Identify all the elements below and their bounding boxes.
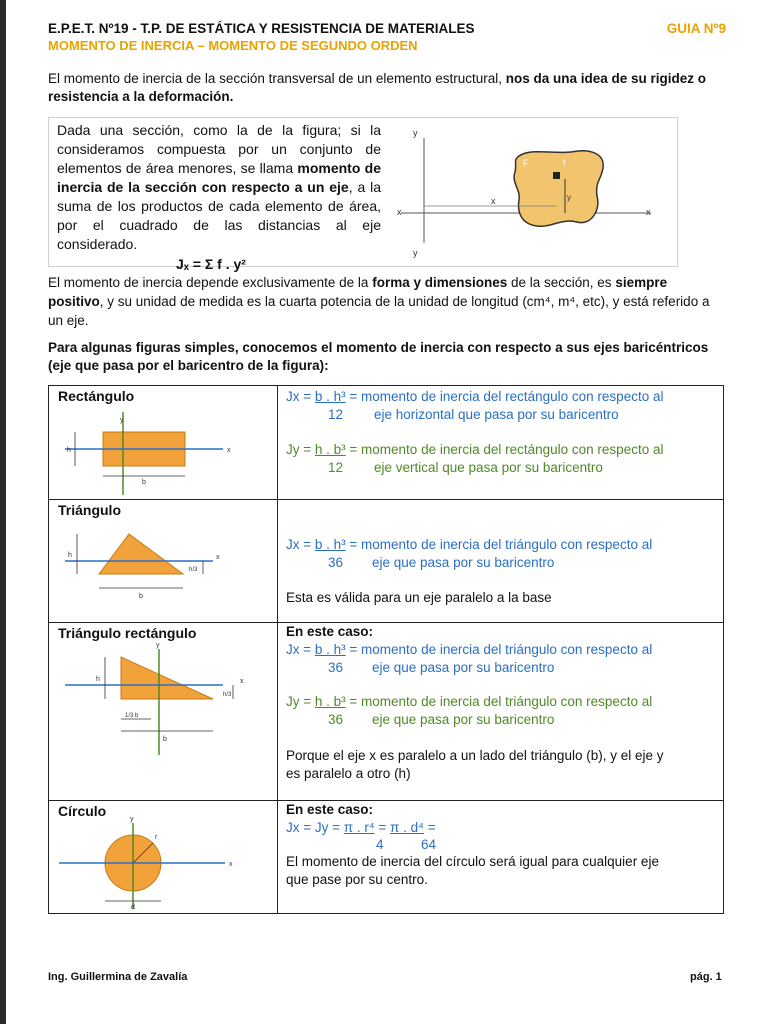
trirect-fig-h: h (96, 676, 100, 683)
table-row (49, 386, 724, 500)
rect-fig-y: y (120, 417, 124, 424)
rect-jx-rest2: eje horizontal que pasa por su baricentro (374, 407, 619, 422)
rect-jy-num: h . b³ (314, 442, 346, 457)
definition-text-b: , a la suma de los productos de cada elemento de área, por el cuadrado de las distancias al eje considerado. (57, 179, 381, 252)
simple-figures-paragraph: Para algunas figuras simples, conocemos el momento de inercia con respecto a sus ejes baricéntricos (eje que pasa por el baricentro de la figura): (48, 340, 709, 373)
trirect-note2: es paralelo a otro (h) (286, 766, 411, 781)
tri-jx-line (286, 536, 652, 554)
trirect-case: En este caso: (286, 624, 374, 639)
footer-author: Ing. Guillermina de Zavalía (48, 971, 188, 983)
tri-formulas (278, 500, 724, 623)
circle-num1: π . r⁴ (343, 820, 375, 835)
circle-j-line (286, 819, 436, 837)
subtitle: MOMENTO DE INERCIA – MOMENTO DE SEGUNDO ORDEN (48, 38, 418, 53)
circle-eq: = (374, 820, 391, 835)
circle-den2: 64 (421, 837, 437, 852)
trirect-jx-den: 36 (328, 660, 344, 675)
triangle-figure (63, 526, 253, 621)
rect-jx-num: b . h³ (314, 389, 346, 404)
fig-label-y-top: y (413, 128, 418, 138)
trirect-fig-h3: h/3 (223, 692, 232, 698)
school-title: E.P.E.T. Nº19 - T.P. DE ESTÁTICA Y RESISTENCIA DE MATERIALES (48, 21, 475, 36)
circle-fig-d: d (131, 904, 135, 911)
p2-a: El momento de inercia depende exclusivamente de la (48, 275, 373, 290)
rectangle-figure (63, 410, 253, 500)
rect-jy-rest2: eje vertical que pasa por su baricentro (374, 460, 603, 475)
circle-case: En este caso: (286, 802, 374, 817)
p2-b: forma y dimensiones (372, 275, 508, 290)
trirect-cell (49, 623, 278, 801)
p2-d: siempre positivo (48, 275, 668, 309)
fig-label-y-dist: y (567, 193, 571, 202)
intro-paragraph (48, 70, 718, 106)
inertia-table (48, 385, 724, 914)
trirect-jx-num: b . h³ (314, 642, 346, 657)
fig-label-f: f (563, 158, 566, 168)
rect-jx-lhs: Jx = (286, 389, 315, 404)
tri-cell (49, 500, 278, 623)
trirect-formulas (278, 623, 724, 801)
fig-label-F: F (523, 158, 529, 168)
guide-number: GUIA Nº9 (666, 21, 726, 36)
circle-den1: 4 (376, 837, 384, 852)
trirect-jy-line (286, 693, 652, 711)
trirect-jx-rest2: eje que pasa por su baricentro (372, 660, 555, 675)
trirect-jx-lhs: Jx = (286, 642, 315, 657)
definition-box (48, 117, 678, 272)
tri-fig-x: x (216, 554, 220, 561)
p2-c: de la sección, es (507, 275, 616, 290)
circle-fig-x: x (229, 861, 233, 868)
tri-fig-h3: h/3 (189, 567, 198, 573)
fig-label-x-left: x (397, 207, 402, 217)
rect-jx-den: 12 (328, 407, 344, 422)
fig-label-y-bottom: y (413, 248, 418, 258)
tri-jx-num: b . h³ (314, 537, 346, 552)
tri-jx-rest2: eje que pasa por su baricentro (372, 555, 555, 570)
fig-label-x-right: x (646, 207, 651, 217)
rect-fig-x: x (227, 447, 231, 454)
circle-cell (49, 801, 278, 914)
rect-jy-rest: = momento de inercia del rectángulo con respecto al (345, 442, 664, 457)
header (48, 21, 726, 53)
circle-formulas (278, 801, 724, 914)
right-triangle-shape (121, 657, 213, 699)
circle-fig-y: y (130, 816, 134, 823)
rect-formulas (278, 386, 724, 500)
circle-name: Círculo (58, 803, 107, 819)
section-figure (391, 118, 677, 266)
trirect-name: Triángulo rectángulo (58, 625, 197, 641)
trirect-jx-rest: = momento de inercia del triángulo con respecto al (345, 642, 653, 657)
trirect-fig-b: b (163, 736, 167, 743)
rect-cell (49, 386, 278, 500)
table-row (49, 623, 724, 801)
definition-text (57, 121, 381, 254)
table-row (49, 500, 724, 623)
right-triangle-figure (63, 642, 253, 767)
trirect-jy-lhs: Jy = (286, 694, 315, 709)
area-element (553, 172, 560, 179)
circle-tail: = (423, 820, 436, 835)
circle-fig-r: r (155, 834, 158, 841)
circle-figure (57, 816, 247, 911)
tri-note: Esta es válida para un eje paralelo a la base (286, 590, 552, 605)
footer-page: pág. 1 (690, 971, 722, 983)
definition-formula: Jₓ = Σ f . y² (176, 256, 246, 272)
circle-note1: El momento de inercia del círculo será igual para cualquier eje (286, 854, 659, 869)
tri-fig-h: h (68, 552, 72, 559)
trirect-jy-num: h . b³ (314, 694, 346, 709)
rect-fig-b: b (142, 479, 146, 486)
triangle-shape (99, 534, 183, 574)
trirect-jy-den: 36 (328, 712, 344, 727)
rect-fig-h: h (67, 447, 71, 454)
dependence-paragraph (48, 273, 718, 330)
rect-jy-lhs: Jy = (286, 442, 315, 457)
circle-note2: que pase por su centro. (286, 872, 428, 887)
trirect-jy-rest: = momento de inercia del triángulo con respecto al (345, 694, 653, 709)
tri-jx-den: 36 (328, 555, 344, 570)
tri-name: Triángulo (58, 502, 121, 518)
intro-text: El momento de inercia de la sección transversal de un elemento estructural, (48, 71, 506, 86)
circle-j-lhs: Jx = Jy = (286, 820, 344, 835)
rect-jy-den: 12 (328, 460, 344, 475)
fig-label-x-mid: x (491, 196, 496, 206)
p2-e: , y su unidad de medida es la cuarta potencia de la unidad de longitud (cm⁴, m⁴, etc), y está referido a un eje. (48, 294, 710, 328)
trirect-fig-b3: 1/3 b (125, 713, 139, 719)
tri-fig-b: b (139, 593, 143, 600)
intro-emphasis: nos da una idea de su rigidez o resistencia a la deformación. (48, 71, 707, 104)
definition-text-a: Dada una sección, como la de la figura; si la consideramos compuesta por un conjunto de elementos de área menores, se llama (57, 122, 381, 176)
rect-jx-line (286, 388, 663, 406)
trirect-fig-x: x (240, 678, 244, 685)
trirect-jx-line (286, 641, 652, 659)
trirect-fig-y: y (156, 642, 160, 649)
trirect-jy-rest2: eje que pasa por su baricentro (372, 712, 555, 727)
rect-name: Rectángulo (58, 388, 135, 404)
rect-jx-rest: = momento de inercia del rectángulo con respecto al (345, 389, 664, 404)
tri-jx-rest: = momento de inercia del triángulo con respecto al (345, 537, 653, 552)
rect-jy-line (286, 441, 663, 459)
table-row (49, 801, 724, 914)
page-edge (0, 0, 6, 1024)
tri-jx-lhs: Jx = (286, 537, 315, 552)
circle-num2: π . d⁴ (390, 820, 424, 835)
definition-text-bold: momento de inercia de la sección con respecto a un eje (57, 160, 381, 195)
trirect-note1: Porque el eje x es paralelo a un lado del triángulo (b), y el eje y (286, 748, 664, 763)
